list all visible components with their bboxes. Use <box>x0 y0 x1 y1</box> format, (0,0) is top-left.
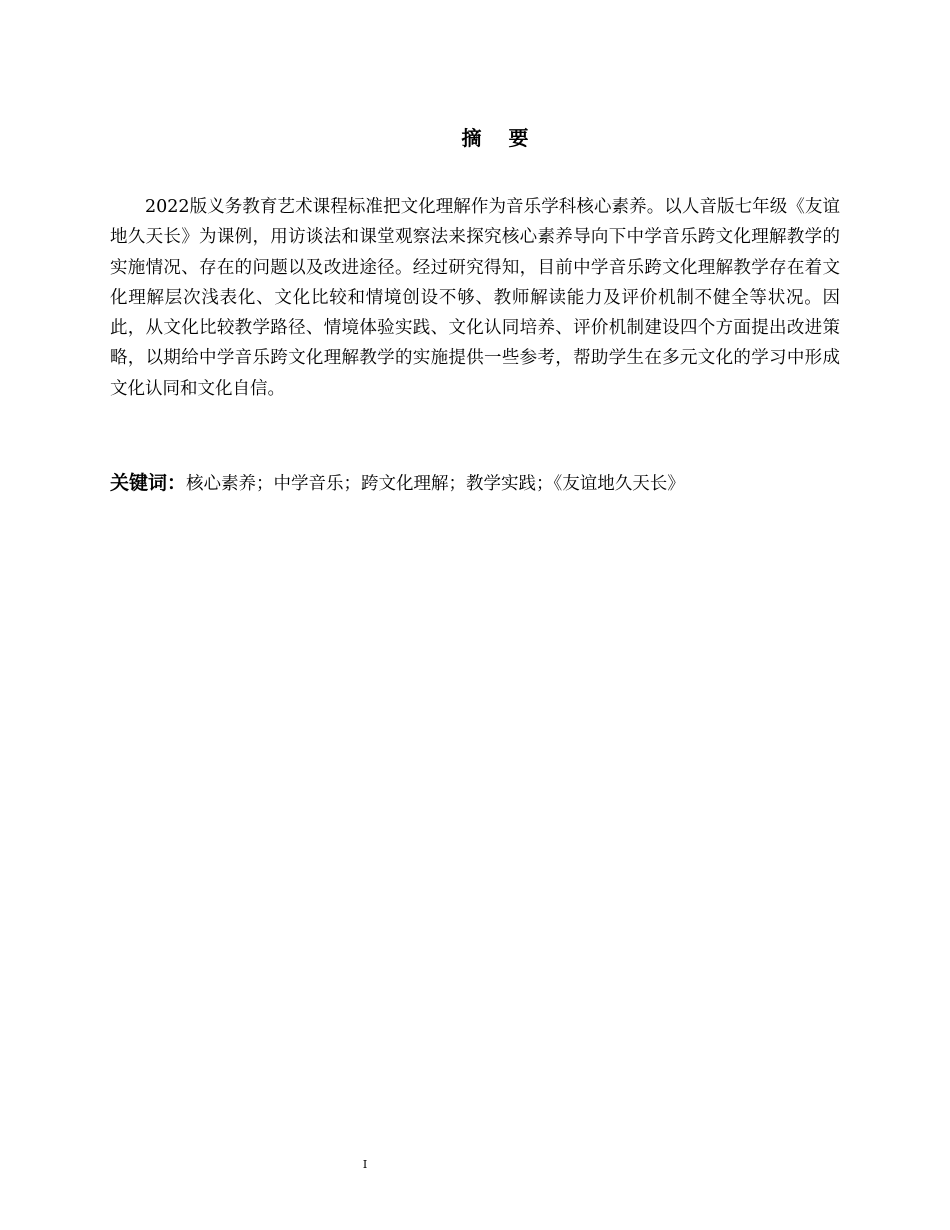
keywords-line <box>110 470 850 497</box>
abstract-title: 摘 要 <box>461 126 539 150</box>
page-number: I <box>362 1158 368 1171</box>
abstract-body: 2022版义务教育艺术课程标准把文化理解作为音乐学科核心素养。以人音版七年级《友谊地久天长》为课例，用访谈法和课堂观察法来探究核心素养导向下中学音乐跨文化理解教学的实施情况、存在的问题以及改进途径。经过研究得知，目前中学音乐跨文化理解教学存在着文化理解层次浅表化、文化比较和情境创设不够、教师解读能力及评价机制不健全等状况。因此，从文化比较教学路径、情境体验实践、文化认同培养、评价机制建设四个方面提出改进策略，以期给中学音乐跨文化理解教学的实施提供一些参考，帮助学生在多元文化的学习中形成文化认同和文化自信。 <box>110 197 840 399</box>
keywords-label: 关键词： <box>110 472 187 494</box>
keywords-text: 核心素养；中学音乐；跨文化理解；教学实践；《友谊地久天长》 <box>186 474 685 494</box>
